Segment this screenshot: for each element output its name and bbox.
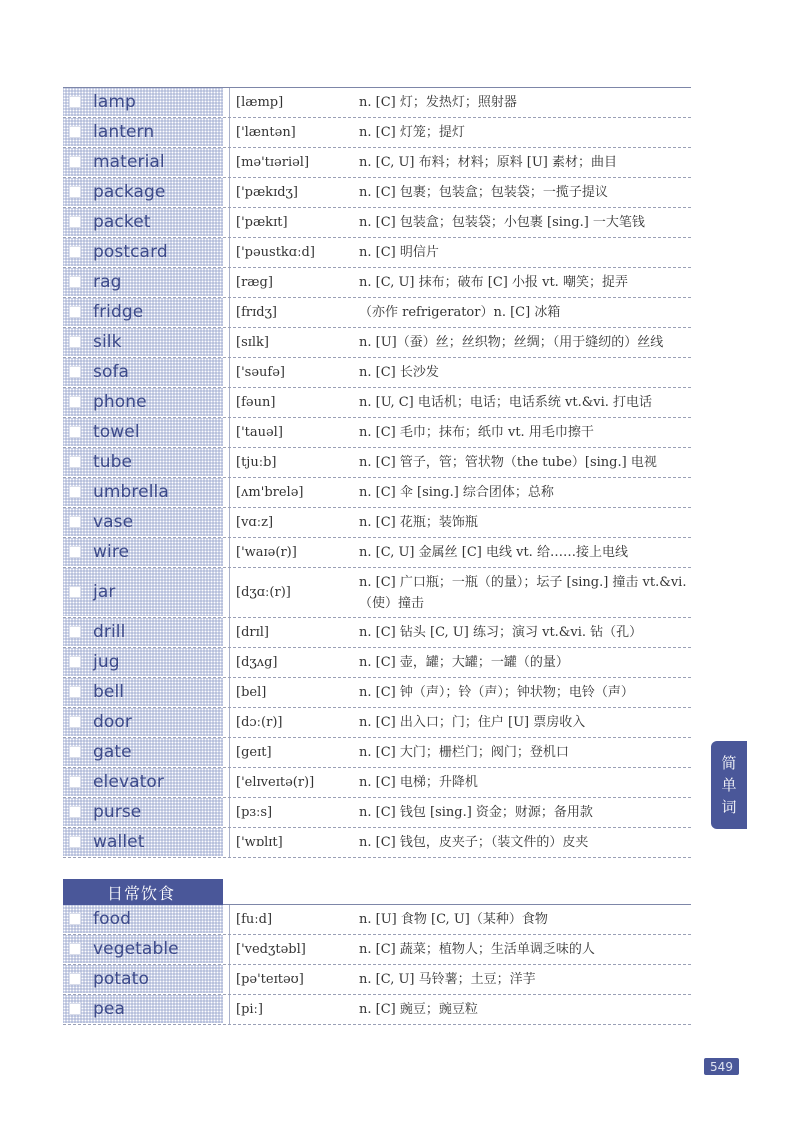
checkbox[interactable] <box>69 306 81 318</box>
definition: （亦作 refrigerator）n. [C] 冰箱 <box>359 305 561 320</box>
phonetic: ['læntən] <box>229 118 353 147</box>
word-cell <box>63 388 223 417</box>
phonetic: [pə'teɪtəʊ] <box>229 965 353 994</box>
phonetic: ['vedʒtəbl] <box>229 935 353 964</box>
vocab-row <box>63 508 691 538</box>
word-cell <box>63 965 223 994</box>
vocab-row <box>63 418 691 448</box>
word-cell <box>63 708 223 737</box>
checkbox[interactable] <box>69 656 81 668</box>
definition: n. [C] 管子，管；管状物（the tube）[sing.] 电视 <box>359 455 657 470</box>
definition: n. [C] 包装盒；包装袋；小包裹 [sing.] 一大笔钱 <box>359 215 645 230</box>
definition: n. [C] 钻头 [C, U] 练习；演习 vt.&vi. 钻（孔） <box>359 625 643 640</box>
phonetic: ['wɒlɪt] <box>229 828 353 857</box>
definition: n. [C] 毛巾；抹布；纸巾 vt. 用毛巾擦干 <box>359 425 594 440</box>
definition: n. [C] 花瓶；装饰瓶 <box>359 515 478 530</box>
checkbox[interactable] <box>69 426 81 438</box>
word-cell <box>63 448 223 477</box>
section-header <box>63 879 691 905</box>
checkbox[interactable] <box>69 913 81 925</box>
word-cell <box>63 478 223 507</box>
checkbox[interactable] <box>69 746 81 758</box>
word: potato <box>93 969 149 989</box>
word-cell <box>63 678 223 707</box>
vocab-row <box>63 148 691 178</box>
phonetic: [læmp] <box>229 88 353 117</box>
word-cell <box>63 738 223 767</box>
phonetic: [dʒɑː(r)] <box>229 568 353 617</box>
vocab-row <box>63 935 691 965</box>
word: jar <box>93 582 116 602</box>
phonetic: ['pəustkɑːd] <box>229 238 353 267</box>
checkbox[interactable] <box>69 366 81 378</box>
vocab-row <box>63 208 691 238</box>
checkbox[interactable] <box>69 186 81 198</box>
word: umbrella <box>93 482 169 502</box>
definition: n. [C] 包裹；包装盒；包装袋；一揽子提议 <box>359 185 608 200</box>
phonetic: ['tauəl] <box>229 418 353 447</box>
word-cell <box>63 568 223 617</box>
phonetic: [drɪl] <box>229 618 353 647</box>
vocab-row <box>63 738 691 768</box>
checkbox[interactable] <box>69 246 81 258</box>
definition: n. [C] 出入口；门；住户 [U] 票房收入 <box>359 715 586 730</box>
definition: n. [C] 电梯；升降机 <box>359 775 478 790</box>
word: bell <box>93 682 125 702</box>
word: material <box>93 152 165 172</box>
definition: n. [C, U] 马铃薯；土豆；洋芋 <box>359 972 536 987</box>
word: food <box>93 909 131 929</box>
definition: n. [U] 食物 [C, U]（某种）食物 <box>359 912 548 927</box>
word-cell <box>63 238 223 267</box>
definition: n. [C, U] 金属丝 [C] 电线 vt. 给……接上电线 <box>359 545 628 560</box>
word: elevator <box>93 772 164 792</box>
phonetic: [pɜːs] <box>229 798 353 827</box>
side-tab-char: 单 <box>721 776 737 794</box>
vocab-row <box>63 88 691 118</box>
vocab-table-food <box>63 905 691 1025</box>
word: sofa <box>93 362 130 382</box>
phonetic: [fuːd] <box>229 905 353 934</box>
phonetic: [frɪdʒ] <box>229 298 353 327</box>
checkbox[interactable] <box>69 943 81 955</box>
word: fridge <box>93 302 144 322</box>
word-cell <box>63 148 223 177</box>
checkbox[interactable] <box>69 973 81 985</box>
vocab-row <box>63 965 691 995</box>
phonetic: [sɪlk] <box>229 328 353 357</box>
definition: n. [C] 灯；发热灯；照射器 <box>359 95 517 110</box>
definition: n. [C] 长沙发 <box>359 365 439 380</box>
word-cell <box>63 828 223 857</box>
word: pea <box>93 999 125 1019</box>
word-cell <box>63 538 223 567</box>
definition: n. [C] 明信片 <box>359 245 439 260</box>
side-tab-simple-words[interactable] <box>711 741 747 829</box>
phonetic: ['elɪveɪtə(r)] <box>229 768 353 797</box>
checkbox[interactable] <box>69 396 81 408</box>
word: drill <box>93 622 126 642</box>
side-tab-char: 词 <box>721 798 737 816</box>
vocab-row <box>63 828 691 858</box>
page-number: 549 <box>704 1058 739 1075</box>
word: towel <box>93 422 140 442</box>
definition: n. [C] 广口瓶；一瓶（的量）；坛子 [sing.] 撞击 vt.&vi.（使）撞击 <box>359 574 687 611</box>
checkbox[interactable] <box>69 626 81 638</box>
word-cell <box>63 905 223 934</box>
definition: n. [C] 豌豆；豌豆粒 <box>359 1002 478 1017</box>
phonetic: ['pækɪdʒ] <box>229 178 353 207</box>
vocab-row <box>63 618 691 648</box>
definition: n. [C] 蔬菜；植物人；生活单调乏味的人 <box>359 942 595 957</box>
vocab-row <box>63 995 691 1025</box>
vocab-row <box>63 118 691 148</box>
word: jug <box>93 652 120 672</box>
side-tab-char: 简 <box>721 754 737 772</box>
word-cell <box>63 648 223 677</box>
phonetic: [dɔː(r)] <box>229 708 353 737</box>
definition: n. [C] 钱包 [sing.] 资金；财源；备用款 <box>359 805 593 820</box>
phonetic: [piː] <box>229 995 353 1024</box>
vocab-row <box>63 648 691 678</box>
word-cell <box>63 208 223 237</box>
definition: n. [C] 壶，罐；大罐；一罐（的量） <box>359 655 569 670</box>
phonetic: ['pækɪt] <box>229 208 353 237</box>
word-cell <box>63 508 223 537</box>
vocab-row <box>63 358 691 388</box>
phonetic: [vɑːz] <box>229 508 353 537</box>
definition: n. [C, U] 布料；材料；原料 [U] 素材；曲目 <box>359 155 617 170</box>
word: lamp <box>93 92 136 112</box>
word: silk <box>93 332 122 352</box>
vocab-row <box>63 768 691 798</box>
vocab-row <box>63 678 691 708</box>
checkbox[interactable] <box>69 216 81 228</box>
checkbox[interactable] <box>69 546 81 558</box>
vocab-row <box>63 708 691 738</box>
word: postcard <box>93 242 168 262</box>
definition: n. [C] 伞 [sing.] 综合团体；总称 <box>359 485 554 500</box>
phonetic: [mə'tɪəriəl] <box>229 148 353 177</box>
word: gate <box>93 742 132 762</box>
checkbox[interactable] <box>69 806 81 818</box>
checkbox[interactable] <box>69 276 81 288</box>
phonetic: [bel] <box>229 678 353 707</box>
word: rag <box>93 272 122 292</box>
definition: n. [C] 大门；栅栏门；阀门；登机口 <box>359 745 569 760</box>
word: wallet <box>93 832 145 852</box>
vocab-row <box>63 178 691 208</box>
vocab-row <box>63 298 691 328</box>
checkbox[interactable] <box>69 96 81 108</box>
phonetic: [fəun] <box>229 388 353 417</box>
word-cell <box>63 995 223 1024</box>
word: lantern <box>93 122 155 142</box>
word-cell <box>63 88 223 117</box>
word: door <box>93 712 132 732</box>
checkbox[interactable] <box>69 716 81 728</box>
word: tube <box>93 452 133 472</box>
vocab-row <box>63 388 691 418</box>
checkbox[interactable] <box>69 836 81 848</box>
checkbox[interactable] <box>69 126 81 138</box>
word-cell <box>63 935 223 964</box>
word: vegetable <box>93 939 179 959</box>
checkbox[interactable] <box>69 156 81 168</box>
word-cell <box>63 328 223 357</box>
checkbox[interactable] <box>69 486 81 498</box>
word-cell <box>63 358 223 387</box>
vocab-row <box>63 798 691 828</box>
phonetic: [dʒʌg] <box>229 648 353 677</box>
phonetic: ['səufə] <box>229 358 353 387</box>
checkbox[interactable] <box>69 336 81 348</box>
definition: n. [C] 灯笼；提灯 <box>359 125 465 140</box>
word: phone <box>93 392 147 412</box>
word-cell <box>63 118 223 147</box>
phonetic: ['waɪə(r)] <box>229 538 353 567</box>
word: purse <box>93 802 142 822</box>
word-cell <box>63 768 223 797</box>
word-cell <box>63 618 223 647</box>
checkbox[interactable] <box>69 1003 81 1015</box>
phonetic: [geɪt] <box>229 738 353 767</box>
word: package <box>93 182 166 202</box>
definition: n. [U, C] 电话机；电话；电话系统 vt.&vi. 打电话 <box>359 395 653 410</box>
vocab-row <box>63 478 691 508</box>
word: packet <box>93 212 151 232</box>
word-cell <box>63 298 223 327</box>
vocab-row <box>63 268 691 298</box>
checkbox[interactable] <box>69 516 81 528</box>
phonetic: [ræg] <box>229 268 353 297</box>
word: wire <box>93 542 130 562</box>
vocab-row <box>63 538 691 568</box>
definition: n. [C] 钟（声）；铃（声）；钟状物；电铃（声） <box>359 685 634 700</box>
vocab-row <box>63 328 691 358</box>
definition: n. [C] 钱包，皮夹子；（装文件的）皮夹 <box>359 835 589 850</box>
phonetic: [tjuːb] <box>229 448 353 477</box>
vocab-table-household <box>63 88 691 858</box>
word-cell <box>63 268 223 297</box>
word-cell <box>63 178 223 207</box>
checkbox[interactable] <box>69 776 81 788</box>
checkbox[interactable] <box>69 456 81 468</box>
checkbox[interactable] <box>69 586 81 598</box>
definition: n. [U]（蚕）丝；丝织物；丝绸；（用于缝纫的）丝线 <box>359 335 664 350</box>
vocab-row <box>63 905 691 935</box>
phonetic: [ʌm'brelə] <box>229 478 353 507</box>
checkbox[interactable] <box>69 686 81 698</box>
word: vase <box>93 512 134 532</box>
vocab-row <box>63 448 691 478</box>
vocab-row <box>63 568 691 618</box>
word-cell <box>63 418 223 447</box>
definition: n. [C, U] 抹布；破布 [C] 小报 vt. 嘲笑；捉弄 <box>359 275 628 290</box>
vocab-row <box>63 238 691 268</box>
section-title-daily-diet: 日常饮食 <box>63 879 223 905</box>
word-cell <box>63 798 223 827</box>
